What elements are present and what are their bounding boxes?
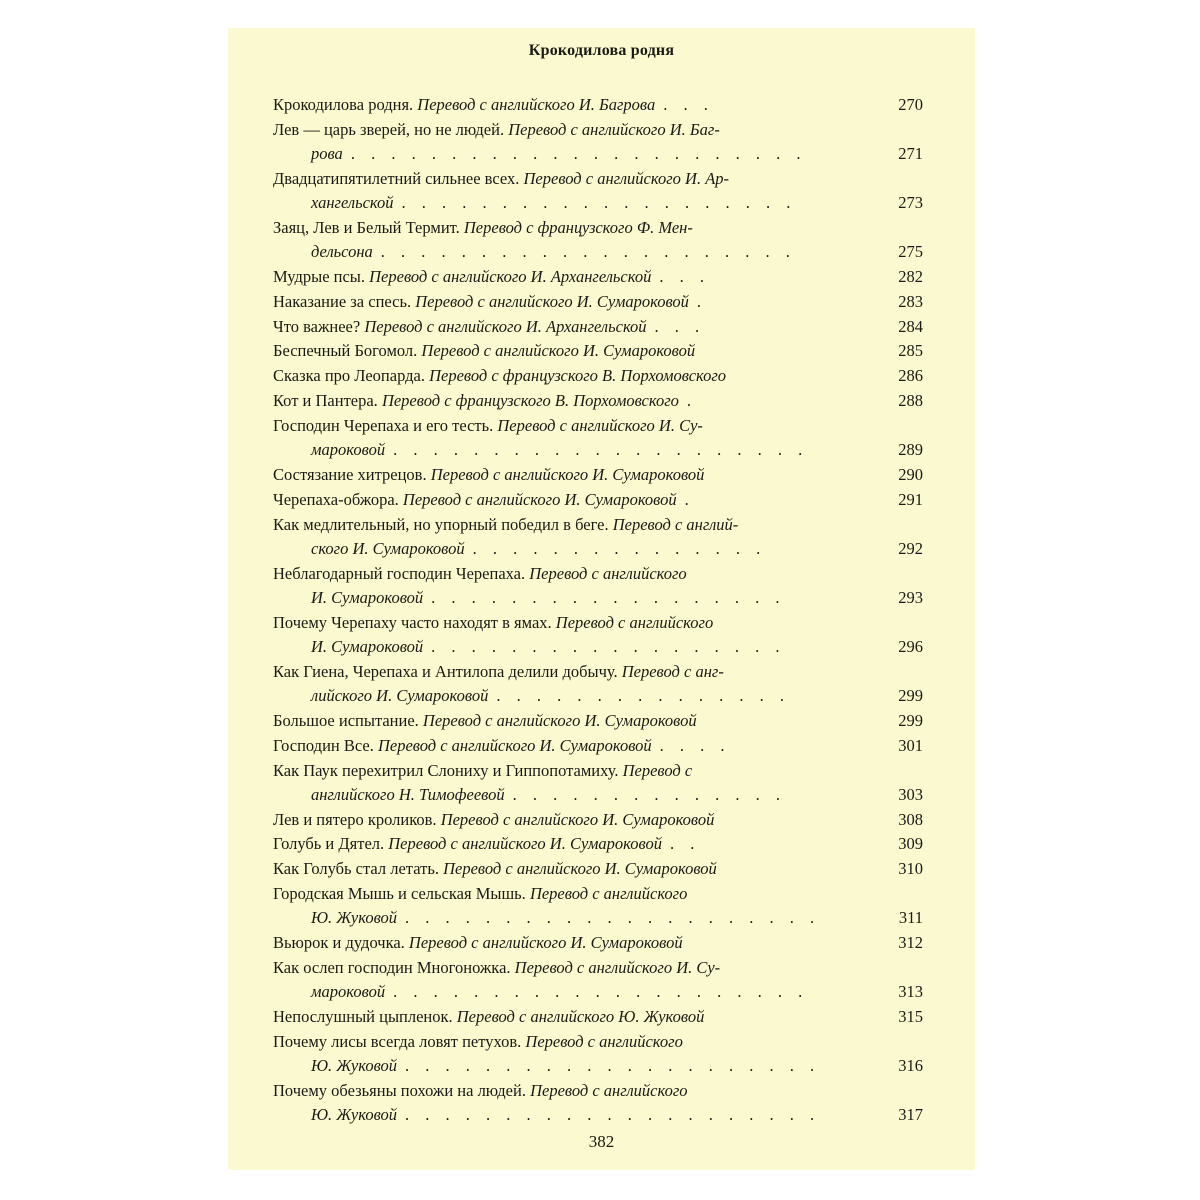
- entry-translator-credit: Перевод с английского И. Багрова: [417, 95, 656, 114]
- entry-title: Мудрые псы.: [273, 267, 366, 287]
- entry-translator-credit: Перевод с английского И. Ар-: [523, 168, 730, 188]
- entry-page-number: 310: [898, 859, 923, 879]
- entry-title: Наказание за спесь.: [273, 291, 412, 311]
- toc-entry-line: [273, 734, 923, 758]
- entry-translator-credit: Перевод с английского И. Архангельской: [369, 267, 652, 287]
- toc-entry: [273, 660, 923, 709]
- dot-leader: . . .: [654, 316, 706, 336]
- toc-entry: [273, 118, 923, 167]
- entry-translator-credit: Перевод с английского И. Сумароковой: [443, 859, 717, 879]
- entry-title: Состязание хитрецов.: [273, 464, 427, 484]
- entry-page-number: 282: [898, 267, 923, 287]
- entry-translator-credit: Ю. Жуковой: [311, 1105, 398, 1125]
- dot-leader: . . . . . . . . . . . . . . . . . . . .: [401, 193, 797, 213]
- toc-entry: [273, 265, 923, 289]
- toc-entry-line: [273, 290, 923, 314]
- toc-entry-line: [273, 315, 923, 339]
- toc-entry-line: [273, 488, 923, 512]
- table-of-contents: [273, 93, 923, 1128]
- toc-entry: [273, 216, 923, 265]
- toc-entry-line: [273, 611, 923, 635]
- entry-page-number: 311: [898, 908, 923, 928]
- toc-entry: [273, 339, 923, 363]
- entry-page-number: 312: [898, 933, 923, 953]
- entry-title: Голубь и Дятел.: [273, 834, 385, 854]
- toc-entry-line: [273, 240, 923, 264]
- toc-entry: [273, 389, 923, 413]
- entry-page-number: 308: [898, 809, 923, 829]
- toc-entry-line: [273, 1054, 923, 1078]
- entry-title: Черепаха-обжора.: [273, 489, 399, 509]
- entry-translator-credit: Перевод с английского: [555, 612, 714, 632]
- entry-title: Неблагодарный господин Черепаха.: [273, 563, 526, 583]
- toc-entry-line: [273, 265, 923, 289]
- entry-title: Как Гиена, Черепаха и Антилопа делили добычу.: [273, 661, 618, 681]
- dot-leader: . . . . . . . . . . . . . . . . . . . . .: [405, 908, 821, 928]
- toc-entry-line: [273, 142, 923, 166]
- entry-title: Крокодилова родня.: [273, 95, 414, 114]
- entry-title: Как Паук перехитрил Слониху и Гиппопотамиху.: [273, 760, 619, 780]
- entry-title: Двадцатипятилетний сильнее всех.: [273, 168, 520, 188]
- entry-translator-credit: И. Сумароковой: [311, 637, 424, 657]
- dot-leader: .: [696, 291, 708, 311]
- toc-entry: [273, 882, 923, 931]
- entry-title: Как медлительный, но упорный победил в беге.: [273, 514, 609, 534]
- dot-leader: . . .: [659, 267, 710, 287]
- entry-translator-credit: Перевод с французского В. Порхомовского: [429, 366, 727, 386]
- entry-page-number: 273: [898, 193, 923, 213]
- entry-translator-credit: Перевод с английского И. Су-: [514, 957, 721, 977]
- entry-page-number: 289: [898, 440, 923, 460]
- toc-entry: [273, 93, 923, 117]
- toc-entry: [273, 463, 923, 487]
- entry-translator-credit: Перевод с английского И. Сумароковой: [377, 735, 652, 755]
- entry-page-number: 299: [898, 710, 923, 730]
- toc-entry: [273, 956, 923, 1005]
- toc-entry-line: [273, 660, 923, 684]
- entry-page-number: 292: [898, 538, 923, 558]
- entry-page-number: 286: [898, 366, 923, 386]
- page-number: 382: [588, 1132, 615, 1151]
- toc-entry-line: [273, 684, 923, 708]
- entry-title: Большое испытание.: [273, 710, 419, 730]
- toc-entry-line: [273, 882, 923, 906]
- toc-entry-line: [273, 513, 923, 537]
- dot-leader: . . . . . . . . . . . . . .: [512, 784, 786, 804]
- toc-entry: [273, 167, 923, 216]
- dot-leader: . . . . . . . . . . . . . . .: [472, 538, 767, 558]
- dot-leader: .: [684, 489, 695, 509]
- running-title: Крокодилова родня: [528, 42, 675, 59]
- entry-title: Господин Черепаха и его тесть.: [273, 415, 494, 435]
- toc-entry: [273, 1005, 923, 1029]
- entry-translator-credit: Перевод с английского: [529, 563, 687, 583]
- entry-page-number: 284: [898, 316, 923, 336]
- entry-translator-credit: Перевод с английского И. Сумароковой: [388, 834, 662, 854]
- entry-title: Беспечный Богомол.: [273, 341, 418, 361]
- toc-entry-line: [273, 931, 923, 955]
- toc-entry-line: [273, 191, 923, 215]
- dot-leader: . . . . . . . . . . . . . . . . . . . . .: [405, 1105, 821, 1125]
- entry-page-number: 309: [898, 834, 923, 854]
- dot-leader: . . . . . . . . . . . . . . . . . .: [431, 587, 786, 607]
- entry-translator-credit: Перевод с английского И. Архангельской: [364, 316, 647, 336]
- entry-translator-credit: ского И. Сумароковой: [311, 538, 465, 558]
- entry-title: Сказка про Леопарда.: [273, 366, 425, 386]
- toc-entry-line: [273, 414, 923, 438]
- entry-title: Почему лисы всегда ловят петухов.: [273, 1031, 522, 1051]
- entry-translator-credit: Перевод с английского И. Сумароковой: [408, 933, 683, 953]
- entry-translator-credit: Перевод с английского: [530, 1080, 688, 1100]
- entry-page-number: 313: [898, 982, 923, 1002]
- entry-title: Почему Черепаху часто находят в ямах.: [273, 612, 552, 632]
- toc-entry-line: [273, 956, 923, 980]
- entry-title: Кот и Пантера.: [273, 391, 378, 411]
- entry-translator-credit: Перевод с английского И. Сумароковой: [421, 341, 696, 361]
- entry-translator-credit: Перевод с английского: [525, 1031, 683, 1051]
- dot-leader: . .: [669, 834, 701, 854]
- entry-title: Как Голубь стал летать.: [273, 859, 439, 879]
- toc-entry-line: [273, 389, 923, 413]
- toc-entry: [273, 734, 923, 758]
- entry-translator-credit: И. Сумароковой: [311, 587, 424, 607]
- entry-translator-credit: Ю. Жуковой: [311, 1056, 398, 1076]
- dot-leader: . . . . . . . . . . . . . . . . . .: [431, 637, 786, 657]
- toc-entry-line: [273, 216, 923, 240]
- entry-translator-credit: Перевод с французского Ф. Мен-: [463, 217, 693, 237]
- book-page: [228, 28, 975, 1170]
- toc-entry-line: [273, 93, 923, 117]
- toc-entry: [273, 857, 923, 881]
- entry-translator-credit: Перевод с английского И. Сумароковой: [415, 291, 689, 311]
- dot-leader: . . . . . . . . . . . . . . .: [496, 686, 790, 706]
- toc-entry: [273, 290, 923, 314]
- toc-entry-line: [273, 906, 923, 930]
- entry-translator-credit: Перевод с английского Ю. Жуковой: [456, 1006, 705, 1026]
- toc-entry: [273, 611, 923, 660]
- entry-title: Лев и пятеро кроликов.: [273, 809, 437, 829]
- toc-entry: [273, 488, 923, 512]
- entry-page-number: 275: [898, 242, 923, 262]
- entry-translator-credit: Перевод с английского И. Сумароковой: [402, 489, 677, 509]
- entry-page-number: 293: [898, 587, 923, 607]
- entry-translator-credit: дельсона: [311, 242, 373, 262]
- toc-entry-line: [273, 783, 923, 807]
- toc-entry: [273, 832, 923, 856]
- toc-entry-line: [273, 1005, 923, 1029]
- dot-leader: . . . . . . . . . . . . . . . . . . . . .: [380, 242, 796, 262]
- toc-entry-line: [273, 364, 923, 388]
- entry-translator-credit: Перевод с английского И. Сумароковой: [422, 710, 697, 730]
- toc-entry-line: [273, 167, 923, 191]
- toc-entry-line: [273, 635, 923, 659]
- dot-leader: .: [686, 391, 698, 411]
- entry-translator-credit: Перевод с английского И. Сумароковой: [440, 809, 715, 829]
- entry-translator-credit: Перевод с английского: [529, 884, 688, 903]
- toc-entry-line: [273, 537, 923, 561]
- toc-entry-line: [273, 1079, 923, 1103]
- toc-entry: [273, 759, 923, 808]
- dot-leader: . . . . . . . . . . . . . . . . . . . . .: [393, 440, 809, 460]
- toc-entry: [273, 414, 923, 463]
- toc-entry: [273, 562, 923, 611]
- dot-leader: . . .: [663, 95, 714, 114]
- entry-translator-credit: мароковой: [311, 440, 386, 460]
- entry-page-number: 303: [898, 784, 923, 804]
- entry-title: Почему обезьяны похожи на людей.: [273, 1080, 526, 1100]
- entry-title: Заяц, Лев и Белый Термит.: [273, 217, 460, 237]
- entry-page-number: 301: [898, 735, 923, 755]
- entry-title: Лев — царь зверей, но не людей.: [273, 119, 505, 139]
- toc-entry-line: [273, 438, 923, 462]
- toc-entry-line: [273, 857, 923, 881]
- toc-entry-line: [273, 808, 923, 832]
- entry-title: Городская Мышь и сельская Мышь.: [273, 884, 526, 903]
- toc-entry-line: [273, 1030, 923, 1054]
- dot-leader: . . . . . . . . . . . . . . . . . . . . .: [393, 982, 809, 1002]
- entry-translator-credit: Перевод с английского И. Сумароковой: [430, 464, 705, 484]
- entry-page-number: 288: [898, 391, 923, 411]
- toc-entry: [273, 1030, 923, 1079]
- entry-translator-credit: Перевод с: [622, 760, 693, 780]
- entry-translator-credit: мароковой: [311, 982, 386, 1002]
- entry-translator-credit: лийского И. Сумароковой: [311, 686, 489, 706]
- entry-translator-credit: Перевод с англий-: [612, 514, 739, 534]
- entry-page-number: 285: [898, 341, 923, 361]
- entry-translator-credit: Ю. Жуковой: [311, 908, 398, 928]
- entry-translator-credit: Перевод с английского И. Баг-: [508, 119, 720, 139]
- toc-entry-line: [273, 832, 923, 856]
- entry-page-number: 283: [898, 291, 923, 311]
- toc-entry-line: [273, 118, 923, 142]
- entry-page-number: 271: [898, 144, 923, 164]
- entry-page-number: 270: [898, 95, 923, 114]
- entry-page-number: 299: [898, 686, 923, 706]
- toc-entry-line: [273, 463, 923, 487]
- toc-entry: [273, 364, 923, 388]
- toc-entry: [273, 931, 923, 955]
- dot-leader: . . . . . . . . . . . . . . . . . . . . .: [405, 1056, 821, 1076]
- entry-page-number: 296: [898, 637, 923, 657]
- entry-translator-credit: хангельской: [311, 193, 394, 213]
- toc-entry: [273, 808, 923, 832]
- entry-translator-credit: английского Н. Тимофеевой: [311, 784, 505, 804]
- entry-translator-credit: Перевод с французского В. Порхомовского: [381, 391, 679, 411]
- toc-entry-line: [273, 709, 923, 733]
- entry-title: Как ослеп господин Многоножка.: [273, 957, 511, 977]
- entry-title: Что важнее?: [273, 316, 361, 336]
- entry-page-number: 290: [898, 464, 923, 484]
- toc-entry-line: [273, 562, 923, 586]
- entry-title: Господин Все.: [273, 735, 374, 755]
- entry-translator-credit: Перевод с анг-: [621, 661, 724, 681]
- entry-page-number: 316: [898, 1056, 923, 1076]
- toc-entry: [273, 315, 923, 339]
- toc-entry: [273, 1079, 923, 1128]
- toc-entry-line: [273, 1103, 923, 1127]
- entry-page-number: 291: [898, 489, 923, 509]
- toc-entry: [273, 709, 923, 733]
- toc-entry-line: [273, 759, 923, 783]
- entry-page-number: 315: [898, 1006, 923, 1026]
- entry-title: Вьюрок и дудочка.: [273, 933, 405, 953]
- dot-leader: . . . .: [659, 735, 731, 755]
- toc-entry: [273, 513, 923, 562]
- toc-entry-line: [273, 980, 923, 1004]
- toc-entry-line: [273, 586, 923, 610]
- dot-leader: . . . . . . . . . . . . . . . . . . . . . . .: [350, 144, 807, 164]
- toc-entry-line: [273, 339, 923, 363]
- entry-page-number: 317: [898, 1105, 923, 1125]
- entry-translator-credit: Перевод с английского И. Су-: [497, 415, 703, 435]
- entry-translator-credit: рова: [311, 144, 343, 164]
- entry-title: Непослушный цыпленок.: [273, 1006, 453, 1026]
